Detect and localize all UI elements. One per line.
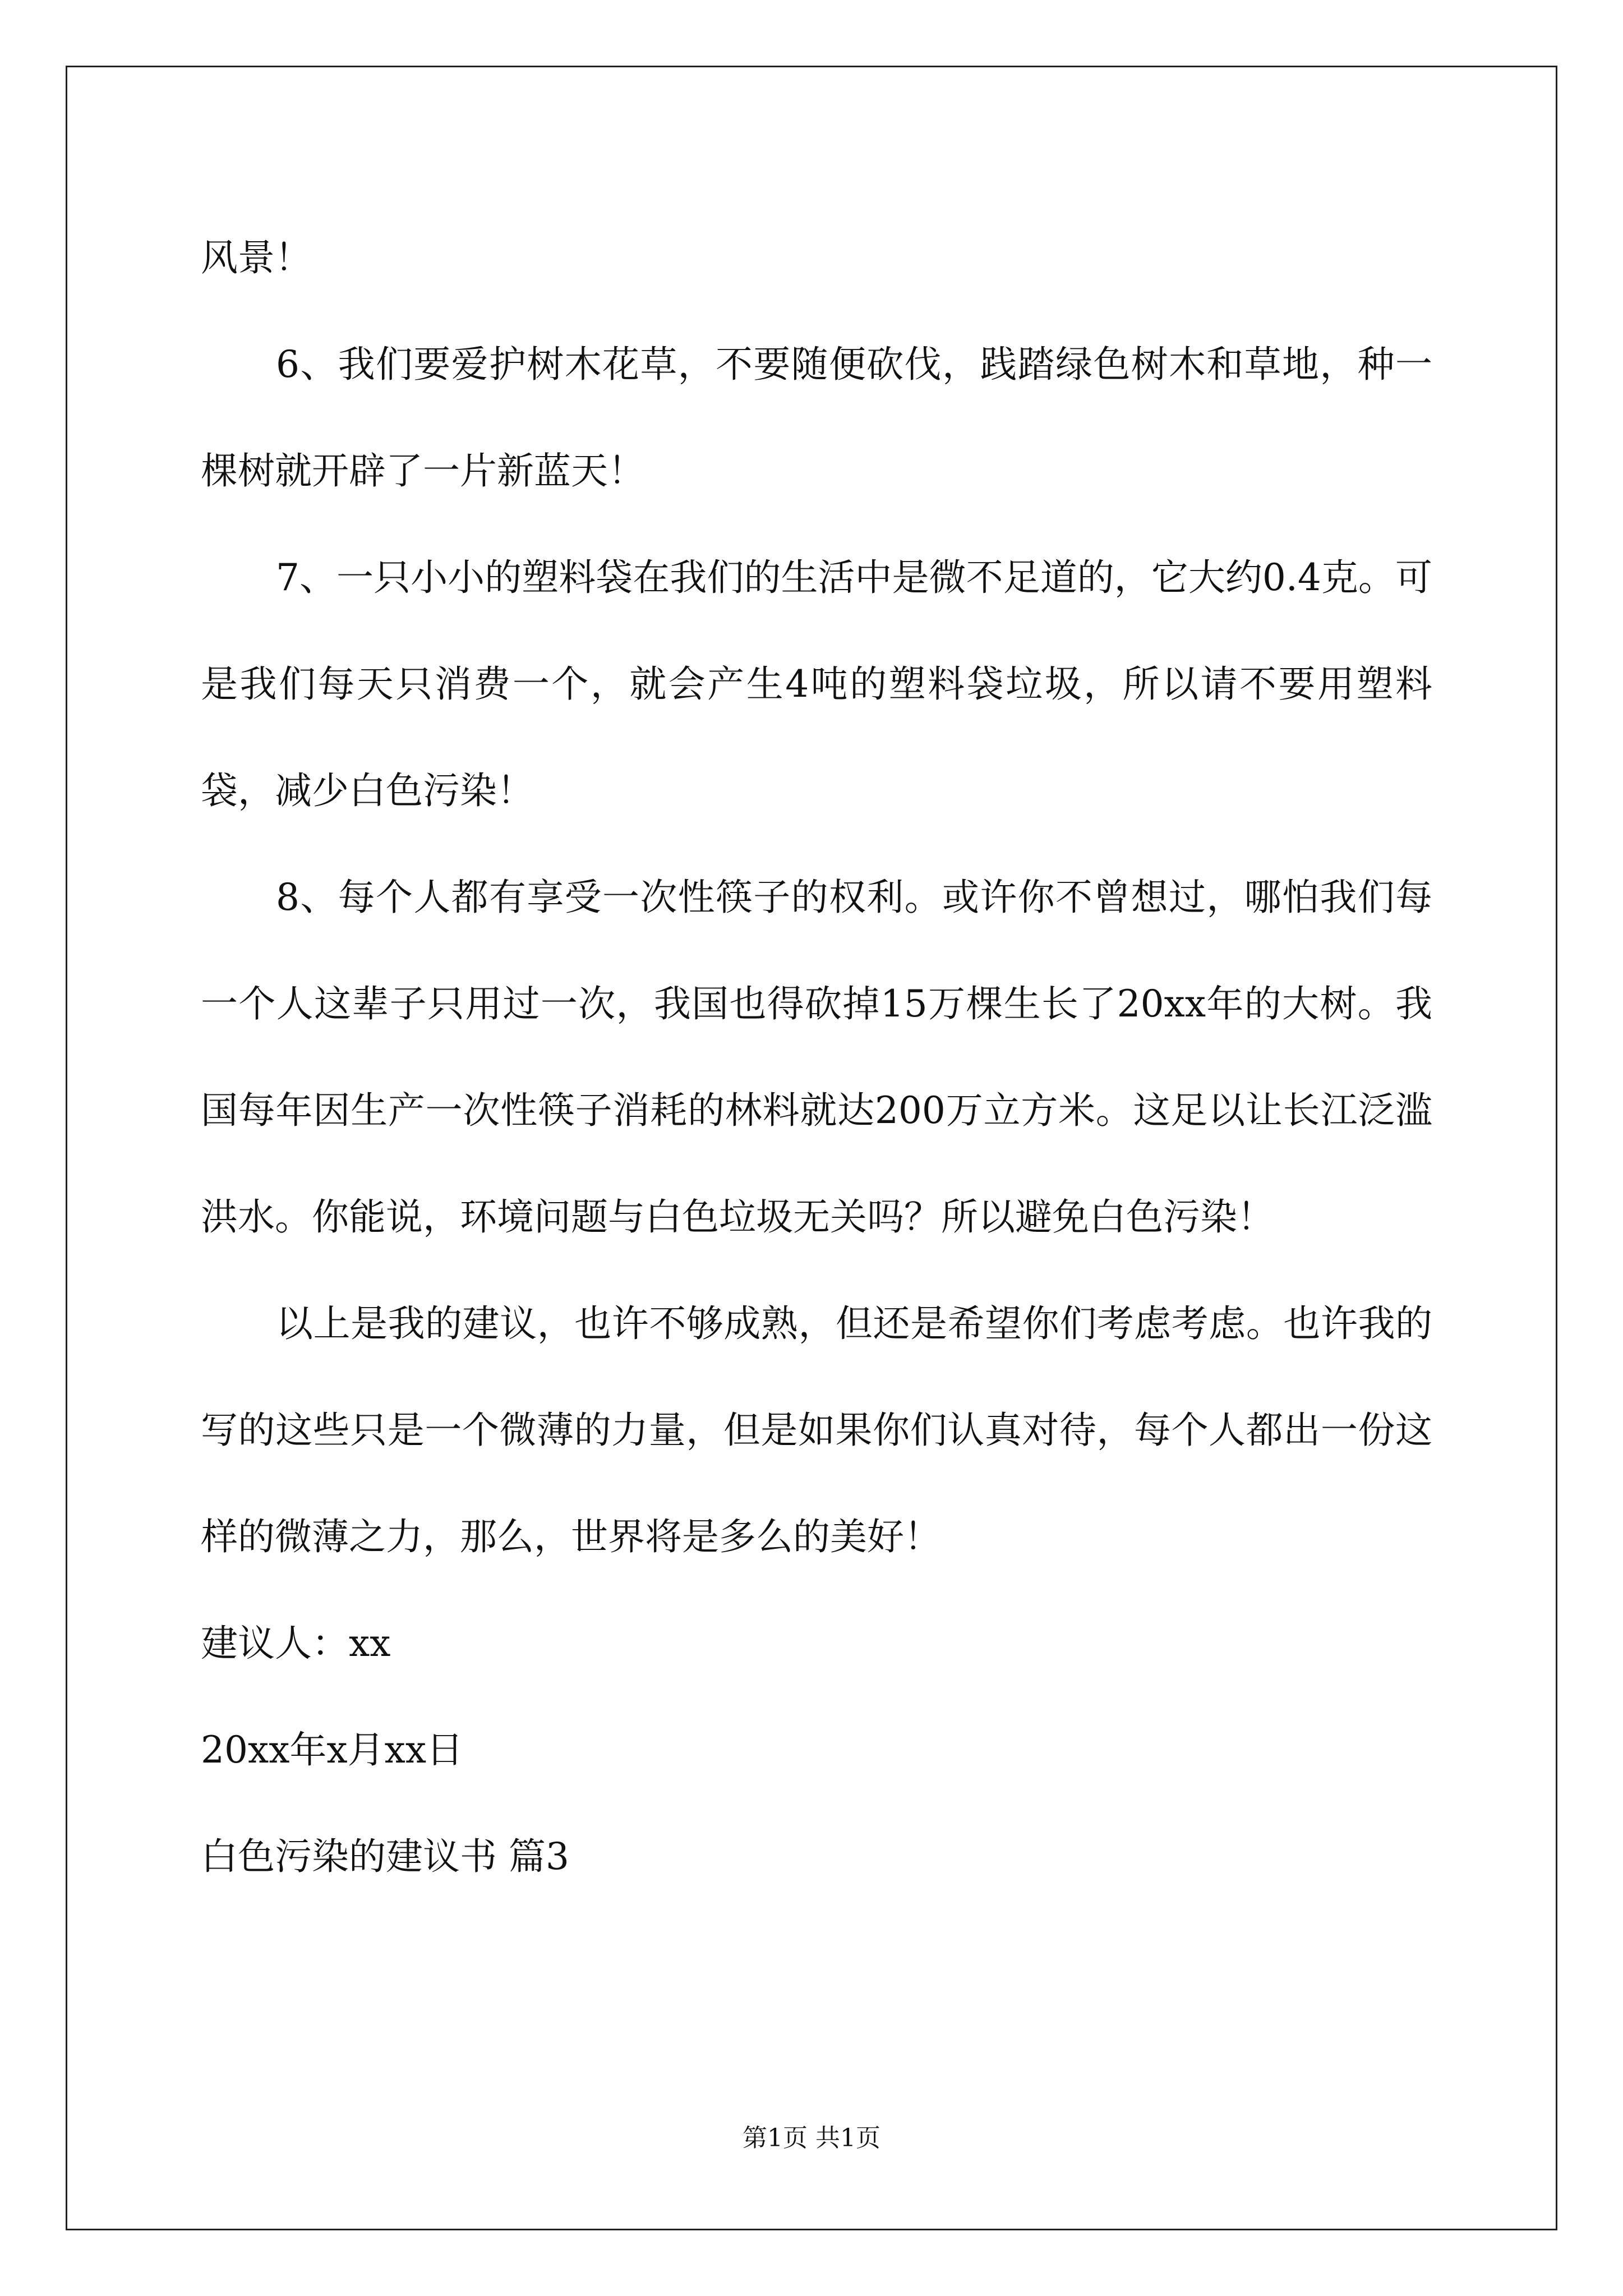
- page-footer: 第1页 共1页: [743, 2124, 880, 2152]
- paragraph-item-8: 8、每个人都有享受一次性筷子的权利。或许你不曾想过，哪怕我们每一个人这辈子只用过一次，我国也得砍掉15万棵生长了20xx年的大树。我国每年因生产一次性筷子消耗的林料就达200万立方米。这足以让长江泛滥洪水。你能说，环境问题与白色垃圾无关吗？所以避免白色污染！: [201, 876, 1432, 1239]
- paragraph-conclusion: 以上是我的建议，也许不够成熟，但还是希望你们考虑考虑。也许我的写的这些只是一个微薄的力量，但是如果你们认真对待，每个人都出一份这样的微薄之力，那么，世界将是多么的美好！: [201, 1302, 1432, 1558]
- date-line: 20xx年x月xx日: [201, 1728, 464, 1772]
- document-body: [201, 205, 1432, 1910]
- next-section-title: 白色污染的建议书 篇3: [201, 1835, 569, 1878]
- signature-line: 建议人：xx: [201, 1622, 391, 1665]
- paragraph-item-7: 7、一只小小的塑料袋在我们的生活中是微不足道的，它大约0.4克。可是我们每天只消费一个，就会产生4吨的塑料袋垃圾，所以请不要用塑料袋，减少白色污染！: [201, 556, 1432, 812]
- paragraph-continuation: 风景！: [201, 236, 312, 279]
- paragraph-item-6: 6、我们要爱护树木花草，不要随便砍伐，践踏绿色树木和草地，种一棵树就开辟了一片新蓝天！: [201, 343, 1432, 493]
